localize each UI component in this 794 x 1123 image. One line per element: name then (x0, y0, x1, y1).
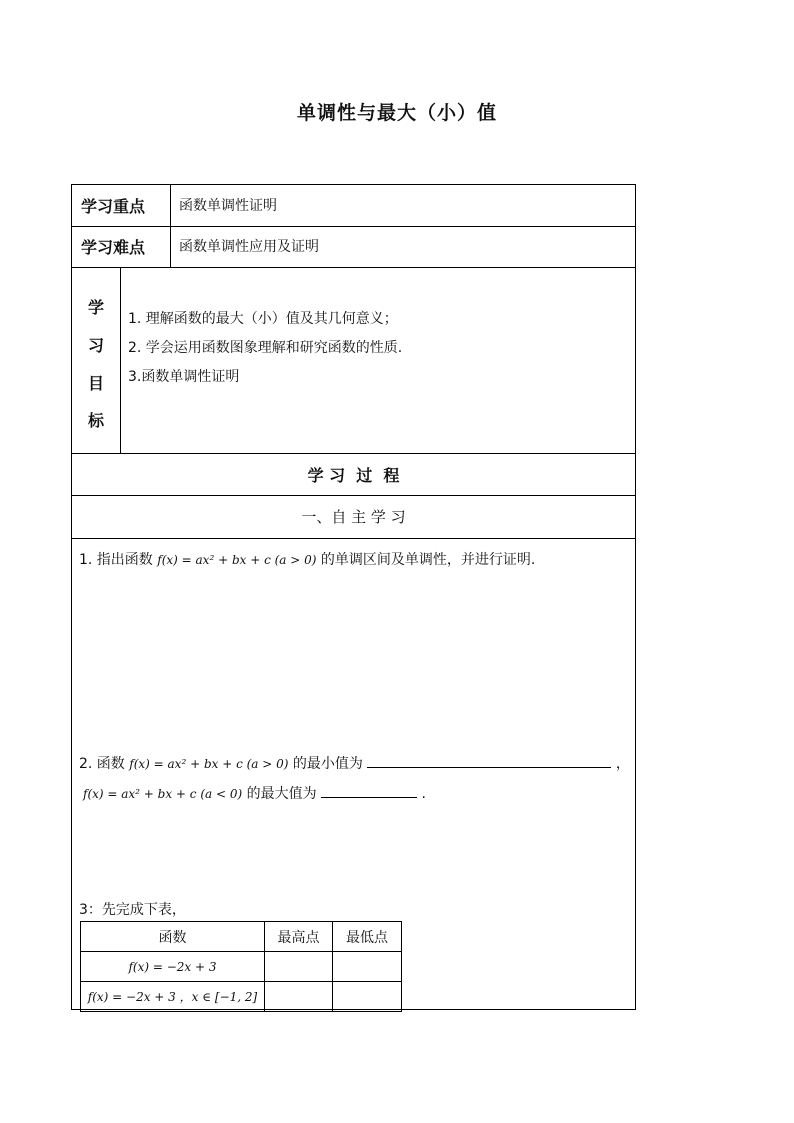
table-cell-low[interactable] (333, 982, 402, 1012)
table-cell-function: f(x) = −2x + 3 ，x ∈ [−1, 2] (81, 982, 265, 1012)
answer-blank-min[interactable] (367, 753, 611, 768)
question-2-prefix: 2. 函数 (79, 756, 125, 772)
process-heading: 学 习 过 程 (307, 466, 400, 485)
question-2-formula-1: f(x) = ax² + bx + c (a > 0) (129, 757, 289, 771)
table-header: 最高点 (265, 922, 333, 952)
row-divider (72, 538, 635, 539)
table-row (81, 952, 402, 982)
table-cell-low[interactable] (333, 952, 402, 982)
goals-label-char: 标 (87, 411, 104, 430)
question-2-end-2: . (421, 786, 426, 802)
answer-blank-max[interactable] (321, 783, 417, 798)
question-2-mid-1: 的最小值为 (292, 756, 363, 772)
page-title: 单调性与最大（小）值 (296, 102, 497, 124)
column-divider (170, 185, 171, 267)
question-2-mid-2: 的最大值为 (246, 786, 317, 802)
row-divider (72, 495, 635, 496)
goals-label-char: 学 (87, 298, 104, 317)
question-1-suffix: 的单调区间及单调性，并进行证明. (320, 552, 536, 568)
table-cell-function: f(x) = −2x + 3 (81, 952, 265, 982)
key-point-label: 学习重点 (81, 197, 146, 216)
table-header-row (81, 922, 402, 952)
goal-item: 3.函数单调性证明 (128, 369, 240, 385)
table-row (81, 982, 402, 1012)
question-1-formula: f(x) = ax² + bx + c (a > 0) (157, 553, 317, 567)
question-2-line-2 (83, 783, 426, 803)
table-cell-high[interactable] (265, 952, 333, 982)
section-heading: 一、自 主 学 习 (301, 508, 406, 526)
question-2-end-1: ， (615, 756, 630, 772)
goal-item: 2. 学会运用函数图象理解和研究函数的性质. (128, 340, 403, 356)
worksheet-table (71, 184, 636, 1010)
difficulty-value: 函数单调性应用及证明 (179, 239, 319, 255)
key-point-value: 函数单调性证明 (179, 198, 277, 214)
table-cell-high[interactable] (265, 982, 333, 1012)
table-header: 函数 (81, 922, 265, 952)
goal-item: 1. 理解函数的最大（小）值及其几何意义； (128, 311, 398, 327)
question-1-prefix: 1. 指出函数 (79, 552, 153, 568)
difficulty-label: 学习难点 (81, 238, 146, 257)
table-header: 最低点 (333, 922, 402, 952)
question-3-intro: 3：先完成下表， (79, 902, 186, 918)
row-divider (72, 226, 635, 227)
goals-label-char: 目 (87, 374, 104, 393)
column-divider (120, 267, 121, 453)
function-table (80, 921, 402, 1012)
question-2-line-1 (79, 753, 630, 773)
question-1 (79, 549, 535, 569)
row-divider (72, 267, 635, 268)
goals-label-char: 习 (87, 336, 104, 355)
row-divider (72, 453, 635, 454)
question-2-formula-2: f(x) = ax² + bx + c (a < 0) (83, 787, 243, 801)
